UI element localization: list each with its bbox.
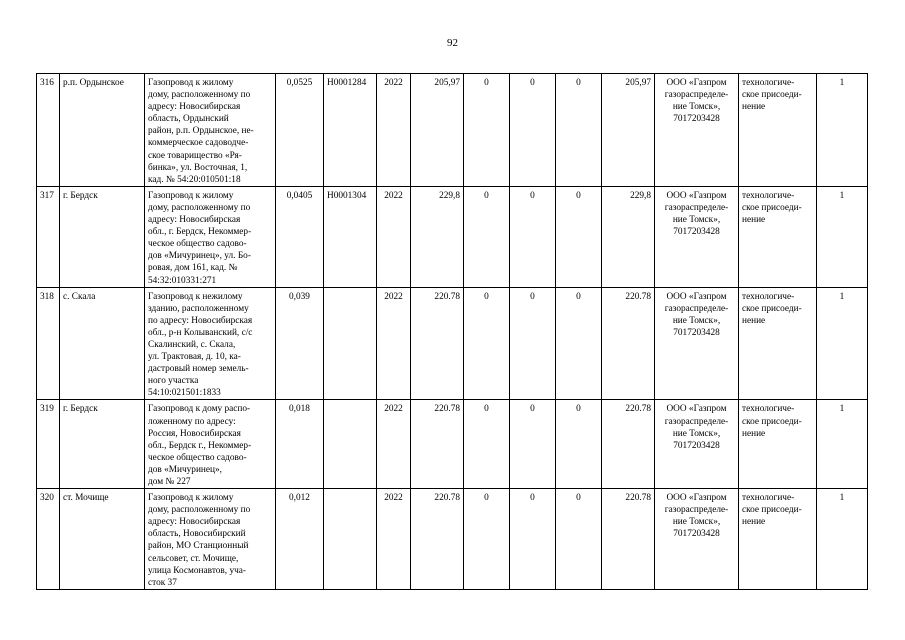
- connection-type-cell: [739, 186, 817, 287]
- row-number-cell: 320: [37, 489, 60, 590]
- cell-text-line: ское присоеди-: [742, 416, 802, 427]
- cell-text-line: Скалинский, с. Скала,: [148, 339, 236, 350]
- zero-cell-3: 0: [556, 489, 602, 590]
- description-cell: [145, 287, 276, 400]
- cell-text-line: коммерческое садоводче-: [148, 138, 249, 149]
- description-cell: [145, 186, 276, 287]
- cell-text-line: область, Ордынский: [148, 114, 229, 125]
- cell-text-line: 7017203428: [673, 529, 720, 540]
- amount-cell: 220.78: [411, 287, 464, 400]
- cell-text-line: ское присоеди-: [742, 202, 802, 213]
- length-cell: 0,018: [276, 400, 324, 489]
- cell-text-line: ООО «Газпром: [666, 78, 727, 88]
- cell-text-line: ООО «Газпром: [666, 493, 727, 504]
- cell-text-line: технологиче-: [742, 78, 795, 88]
- cell-text-line: ООО «Газпром: [666, 291, 727, 302]
- row-number-cell: 316: [37, 74, 60, 187]
- zero-cell-2: 0: [510, 400, 556, 489]
- cell-text-line: район, МО Станционный: [148, 541, 249, 552]
- cell-text-line: ного участка: [148, 376, 199, 387]
- description-cell: [145, 74, 276, 187]
- organization-cell: [655, 400, 739, 489]
- cell-text-line: 7017203428: [673, 440, 720, 451]
- organization-cell: [655, 489, 739, 590]
- row-number-cell: 319: [37, 400, 60, 489]
- cell-text-line: район, р.п. Ордынское, не-: [148, 126, 254, 137]
- cell-text-line: ние Томск»,: [672, 315, 721, 326]
- cell-text-line: ООО «Газпром: [666, 404, 727, 415]
- table-row: [37, 287, 868, 400]
- cell-text-line: технологиче-: [742, 404, 795, 415]
- cell-text-line: бинка», ул. Восточная, 1,: [148, 162, 248, 173]
- cell-text-line: дастровый номер земель-: [148, 364, 249, 375]
- zero-cell-3: 0: [556, 74, 602, 187]
- cell-text-line: ское присоеди-: [742, 505, 802, 516]
- year-cell: 2022: [377, 74, 411, 187]
- cell-text-line: ложенному по адресу:: [148, 416, 236, 427]
- zero-cell-3: 0: [556, 186, 602, 287]
- length-cell: 0,012: [276, 489, 324, 590]
- organization-cell: [655, 74, 739, 187]
- cell-text-line: нение: [742, 215, 766, 226]
- table-row: [37, 186, 868, 287]
- connection-type-cell: [739, 74, 817, 187]
- cell-text-line: технологиче-: [742, 190, 795, 201]
- zero-cell-1: 0: [464, 186, 510, 287]
- zero-cell-3: 0: [556, 400, 602, 489]
- cell-text-line: ровая, дом 161, кад. №: [148, 263, 238, 274]
- cell-text-line: дому, расположенному по: [148, 90, 251, 101]
- cell-text-line: дому, расположенному по: [148, 202, 251, 213]
- cell-text-line: технологиче-: [742, 493, 795, 504]
- amount-cell: 220.78: [411, 400, 464, 489]
- amount-cell: 205,97: [411, 74, 464, 187]
- length-cell: 0,0525: [276, 74, 324, 187]
- zero-cell-2: 0: [510, 186, 556, 287]
- cell-text-line: нение: [742, 517, 766, 528]
- year-cell: 2022: [377, 400, 411, 489]
- row-number-cell: 318: [37, 287, 60, 400]
- cell-text-line: газораспределе-: [664, 416, 729, 427]
- cell-text-line: Газопровод к жилому: [148, 190, 234, 201]
- cell-text-line: дов «Мичуринец», ул. Бо-: [148, 251, 251, 262]
- cell-text-line: обл., р-н Колыванский, с/с: [148, 327, 253, 338]
- cell-text-line: Газопровод к жилому: [148, 78, 234, 88]
- cell-text-line: ние Томск»,: [672, 517, 721, 528]
- total-cell: 220.78: [602, 489, 655, 590]
- connection-type-cell: [739, 287, 817, 400]
- cell-text-line: дому, расположенному по: [148, 505, 251, 516]
- cell-text-line: технологиче-: [742, 291, 795, 302]
- table-row: [37, 74, 868, 187]
- zero-cell-2: 0: [510, 287, 556, 400]
- row-number-cell: 317: [37, 186, 60, 287]
- cell-text-line: адресу: Новосибирская: [148, 517, 241, 528]
- quantity-cell: 1: [817, 74, 868, 187]
- total-cell: 205,97: [602, 74, 655, 187]
- locality-cell: с. Скала: [60, 287, 145, 400]
- description-cell: [145, 400, 276, 489]
- length-cell: 0,039: [276, 287, 324, 400]
- locality-cell: г. Бердск: [60, 186, 145, 287]
- cell-text-line: ческое общество садово-: [148, 239, 247, 250]
- cell-text-line: ние Томск»,: [672, 428, 721, 439]
- amount-cell: 229,8: [411, 186, 464, 287]
- zero-cell-1: 0: [464, 489, 510, 590]
- total-cell: 220.78: [602, 400, 655, 489]
- table-row: [37, 489, 868, 590]
- cell-text-line: нение: [742, 102, 766, 113]
- cell-text-line: 7017203428: [673, 327, 720, 338]
- zero-cell-2: 0: [510, 74, 556, 187]
- cell-text-line: зданию, расположенному: [148, 303, 249, 314]
- cell-text-line: нение: [742, 428, 766, 439]
- cell-text-line: 7017203428: [673, 114, 720, 125]
- code-cell: [324, 400, 377, 489]
- code-cell: [324, 287, 377, 400]
- cell-text-line: улица Космонавтов, уча-: [148, 565, 246, 576]
- quantity-cell: 1: [817, 287, 868, 400]
- organization-cell: [655, 186, 739, 287]
- cell-text-line: газораспределе-: [664, 303, 729, 314]
- page-number: 92: [447, 37, 458, 49]
- zero-cell-1: 0: [464, 400, 510, 489]
- cell-text-line: ние Томск»,: [672, 102, 721, 113]
- cell-text-line: Газопровод к нежилому: [148, 291, 243, 302]
- total-cell: 229,8: [602, 186, 655, 287]
- table-row: [37, 400, 868, 489]
- year-cell: 2022: [377, 186, 411, 287]
- cell-text-line: ское присоеди-: [742, 90, 802, 101]
- cell-text-line: Россия, Новосибирская: [148, 428, 241, 439]
- length-cell: 0,0405: [276, 186, 324, 287]
- cell-text-line: сельсовет, ст. Мочище,: [148, 553, 239, 564]
- locality-cell: р.п. Ордынское: [60, 74, 145, 187]
- cell-text-line: 54:32:010331:271: [148, 275, 217, 286]
- cell-text-line: 54:10:021501:1833: [148, 388, 221, 399]
- year-cell: 2022: [377, 489, 411, 590]
- cell-text-line: сток 37: [148, 577, 177, 588]
- cell-text-line: ние Томск»,: [672, 215, 721, 226]
- cell-text-line: газораспределе-: [664, 90, 729, 101]
- quantity-cell: 1: [817, 489, 868, 590]
- zero-cell-2: 0: [510, 489, 556, 590]
- cell-text-line: нение: [742, 315, 766, 326]
- locality-cell: ст. Мочище: [60, 489, 145, 590]
- cell-text-line: адресу: Новосибирская: [148, 102, 241, 113]
- zero-cell-1: 0: [464, 74, 510, 187]
- code-cell: [324, 489, 377, 590]
- cell-text-line: ское присоеди-: [742, 303, 802, 314]
- description-cell: [145, 489, 276, 590]
- connection-type-cell: [739, 489, 817, 590]
- code-cell: Н0001284: [324, 74, 377, 187]
- connection-type-cell: [739, 400, 817, 489]
- table-body: [37, 74, 868, 590]
- amount-cell: 220.78: [411, 489, 464, 590]
- quantity-cell: 1: [817, 400, 868, 489]
- code-cell: Н0001304: [324, 186, 377, 287]
- cell-text-line: дов «Мичуринец»,: [148, 464, 222, 475]
- cell-text-line: область, Новосибирский: [148, 529, 246, 540]
- cell-text-line: по адресу: Новосибирская: [148, 315, 253, 326]
- cell-text-line: кад. № 54:20:010501:18: [148, 174, 241, 185]
- cell-text-line: обл., г. Бердск, Некоммер-: [148, 227, 252, 238]
- cell-text-line: обл., Бердск г., Некоммер-: [148, 440, 252, 451]
- cell-text-line: ское товарищество «Ря-: [148, 150, 242, 161]
- registry-table: [36, 73, 868, 590]
- cell-text-line: ООО «Газпром: [666, 190, 727, 201]
- cell-text-line: ул. Трактовая, д. 10, ка-: [148, 352, 241, 363]
- zero-cell-3: 0: [556, 287, 602, 400]
- cell-text-line: 7017203428: [673, 227, 720, 238]
- cell-text-line: газораспределе-: [664, 202, 729, 213]
- cell-text-line: адресу: Новосибирская: [148, 215, 241, 226]
- total-cell: 220.78: [602, 287, 655, 400]
- cell-text-line: дом № 227: [148, 477, 191, 487]
- quantity-cell: 1: [817, 186, 868, 287]
- cell-text-line: Газопровод к жилому: [148, 493, 234, 504]
- cell-text-line: ческое общество садово-: [148, 452, 247, 463]
- organization-cell: [655, 287, 739, 400]
- zero-cell-1: 0: [464, 287, 510, 400]
- locality-cell: г. Бердск: [60, 400, 145, 489]
- cell-text-line: газораспределе-: [664, 505, 729, 516]
- cell-text-line: Газопровод к дому распо-: [148, 404, 251, 415]
- year-cell: 2022: [377, 287, 411, 400]
